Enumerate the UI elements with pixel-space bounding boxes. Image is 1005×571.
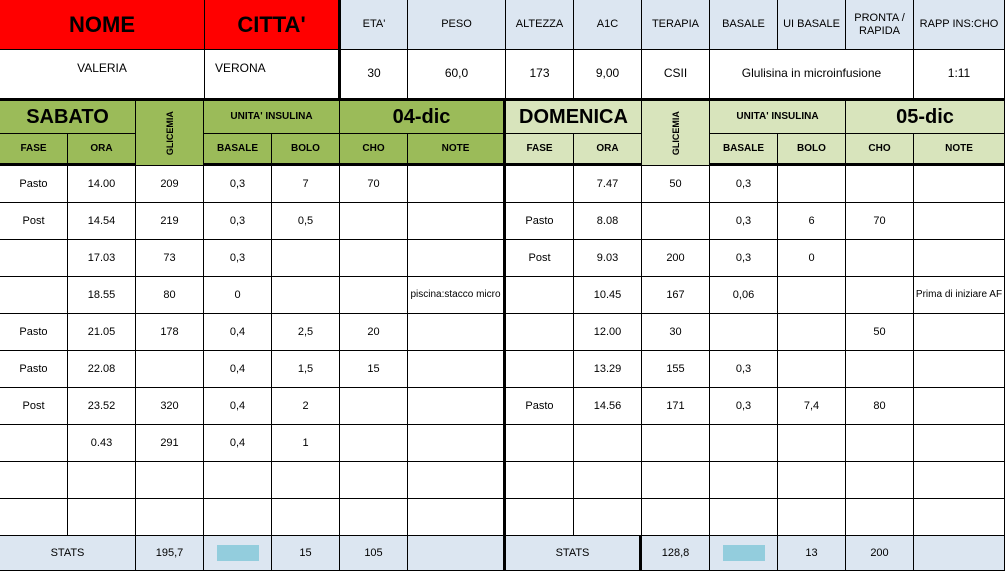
day2-row-9-bolo <box>778 499 846 536</box>
day1-row-3-bas: 0 <box>204 277 272 314</box>
day1-sub-ora: ORA <box>68 134 136 166</box>
day1-stats-cho: 105 <box>340 536 408 571</box>
day2-row-7-bas <box>710 425 778 462</box>
day2-sub-ora: ORA <box>574 134 642 166</box>
basale-value: Glulisina in microinfusione <box>710 50 914 101</box>
day1-row-7-ora: 0.43 <box>68 425 136 462</box>
day2-row-4-fase <box>506 314 574 351</box>
day2-row-6-fase: Pasto <box>506 388 574 425</box>
day2-row-3-fase <box>506 277 574 314</box>
day1-sub-basale: BASALE <box>204 134 272 166</box>
day2-row-8-note <box>914 462 1005 499</box>
day1-row-7-bolo: 1 <box>272 425 340 462</box>
day2-row-6-ora: 14.56 <box>574 388 642 425</box>
day1-row-3-cho <box>340 277 408 314</box>
day1-row-0-gli: 209 <box>136 166 204 203</box>
day2-row-3-bolo <box>778 277 846 314</box>
day1-row-4-gli: 178 <box>136 314 204 351</box>
day1-row-5-gli <box>136 351 204 388</box>
day2-row-7-bolo <box>778 425 846 462</box>
day1-row-6-fase: Post <box>0 388 68 425</box>
day1-row-2-cho <box>340 240 408 277</box>
day1-row-8-bas <box>204 462 272 499</box>
day2-row-3-bas: 0,06 <box>710 277 778 314</box>
day2-row-7-fase <box>506 425 574 462</box>
day1-stats-label: STATS <box>0 536 136 571</box>
day2-row-7-ora <box>574 425 642 462</box>
day2-row-1-note <box>914 203 1005 240</box>
citta-value: VERONA <box>205 50 341 101</box>
day1-stats-note <box>408 536 506 571</box>
day2-unita-insulina: UNITA' INSULINA <box>710 101 846 134</box>
day1-name: SABATO <box>0 101 136 134</box>
day1-row-8-ora <box>68 462 136 499</box>
day2-row-5-gli: 155 <box>642 351 710 388</box>
day2-row-4-bolo <box>778 314 846 351</box>
day2-row-4-note <box>914 314 1005 351</box>
day1-row-6-bolo: 2 <box>272 388 340 425</box>
day2-stats-bolo: 13 <box>778 536 846 571</box>
col-peso: PESO <box>408 0 506 50</box>
day1-row-6-note <box>408 388 506 425</box>
day2-row-7-cho <box>846 425 914 462</box>
day2-row-3-cho <box>846 277 914 314</box>
day2-row-5-note <box>914 351 1005 388</box>
day1-row-9-gli <box>136 499 204 536</box>
a1c-value: 9,00 <box>574 50 642 101</box>
day1-row-4-note <box>408 314 506 351</box>
day1-row-2-fase <box>0 240 68 277</box>
day2-sub-cho: CHO <box>846 134 914 166</box>
day2-row-9-note <box>914 499 1005 536</box>
day1-row-2-bas: 0,3 <box>204 240 272 277</box>
day2-row-0-cho <box>846 166 914 203</box>
day2-row-0-note <box>914 166 1005 203</box>
rapp-value: 1:11 <box>914 50 1005 101</box>
day2-row-6-gli: 171 <box>642 388 710 425</box>
day1-sub-cho: CHO <box>340 134 408 166</box>
day1-row-3-fase <box>0 277 68 314</box>
day2-row-5-bolo <box>778 351 846 388</box>
day2-row-6-cho: 80 <box>846 388 914 425</box>
day2-row-5-bas: 0,3 <box>710 351 778 388</box>
day1-row-2-bolo <box>272 240 340 277</box>
col-altezza: ALTEZZA <box>506 0 574 50</box>
day2-row-8-cho <box>846 462 914 499</box>
day2-row-1-bas: 0,3 <box>710 203 778 240</box>
day1-row-1-fase: Post <box>0 203 68 240</box>
day2-row-4-bas <box>710 314 778 351</box>
day2-row-5-ora: 13.29 <box>574 351 642 388</box>
day2-row-1-bolo: 6 <box>778 203 846 240</box>
day2-row-6-bolo: 7,4 <box>778 388 846 425</box>
day1-date: 04-dic <box>340 101 506 134</box>
day1-row-8-gli <box>136 462 204 499</box>
day1-row-5-ora: 22.08 <box>68 351 136 388</box>
day1-row-6-bas: 0,4 <box>204 388 272 425</box>
day1-row-5-fase: Pasto <box>0 351 68 388</box>
day1-row-2-ora: 17.03 <box>68 240 136 277</box>
day2-row-9-cho <box>846 499 914 536</box>
day2-row-7-gli <box>642 425 710 462</box>
day1-row-6-ora: 23.52 <box>68 388 136 425</box>
day1-row-3-note: piscina:stacco micro <box>408 277 506 314</box>
day1-row-5-bas: 0,4 <box>204 351 272 388</box>
day2-row-4-gli: 30 <box>642 314 710 351</box>
day2-row-9-ora <box>574 499 642 536</box>
day2-row-6-bas: 0,3 <box>710 388 778 425</box>
day1-stats-bolo: 15 <box>272 536 340 571</box>
day1-row-0-cho: 70 <box>340 166 408 203</box>
day2-row-7-note <box>914 425 1005 462</box>
day1-row-9-cho <box>340 499 408 536</box>
day2-row-8-gli <box>642 462 710 499</box>
col-ui-basale: UI BASALE <box>778 0 846 50</box>
nome-label: NOME <box>0 0 205 50</box>
day2-sub-basale: BASALE <box>710 134 778 166</box>
day2-stats-basale-swatch <box>723 545 765 561</box>
day1-row-4-bolo: 2,5 <box>272 314 340 351</box>
day1-row-0-bas: 0,3 <box>204 166 272 203</box>
day2-sub-note: NOTE <box>914 134 1005 166</box>
day1-row-7-gli: 291 <box>136 425 204 462</box>
day1-row-9-bolo <box>272 499 340 536</box>
day1-row-8-cho <box>340 462 408 499</box>
day2-row-8-ora <box>574 462 642 499</box>
terapia-value: CSII <box>642 50 710 101</box>
day2-row-2-bolo: 0 <box>778 240 846 277</box>
eta-value: 30 <box>341 50 408 101</box>
day2-row-9-bas <box>710 499 778 536</box>
nome-value: VALERIA <box>0 50 205 101</box>
day2-row-9-gli <box>642 499 710 536</box>
day2-row-1-gli <box>642 203 710 240</box>
day2-date: 05-dic <box>846 101 1005 134</box>
day1-row-1-gli: 219 <box>136 203 204 240</box>
day2-row-1-cho: 70 <box>846 203 914 240</box>
day2-row-4-ora: 12.00 <box>574 314 642 351</box>
col-terapia: TERAPIA <box>642 0 710 50</box>
day1-stats-basale-swatch <box>217 545 259 561</box>
day2-sub-fase: FASE <box>506 134 574 166</box>
day1-row-4-bas: 0,4 <box>204 314 272 351</box>
day1-row-3-bolo <box>272 277 340 314</box>
day2-row-2-cho <box>846 240 914 277</box>
day1-row-7-fase <box>0 425 68 462</box>
day1-row-0-note <box>408 166 506 203</box>
day2-row-5-cho <box>846 351 914 388</box>
col-a1c: A1C <box>574 0 642 50</box>
day1-row-1-note <box>408 203 506 240</box>
day1-row-1-bolo: 0,5 <box>272 203 340 240</box>
col-rapp-ins-cho: RAPP INS:CHO <box>914 0 1005 50</box>
day2-stats-cho: 200 <box>846 536 914 571</box>
day2-stats-glicemia: 128,8 <box>642 536 710 571</box>
day1-row-0-ora: 14.00 <box>68 166 136 203</box>
day2-row-4-cho: 50 <box>846 314 914 351</box>
day1-row-0-bolo: 7 <box>272 166 340 203</box>
day1-row-2-gli: 73 <box>136 240 204 277</box>
day1-row-4-fase: Pasto <box>0 314 68 351</box>
day2-row-2-note <box>914 240 1005 277</box>
day1-row-3-gli: 80 <box>136 277 204 314</box>
day2-row-3-ora: 10.45 <box>574 277 642 314</box>
day2-row-3-note: Prima di iniziare AF <box>914 277 1005 314</box>
day2-row-0-bolo <box>778 166 846 203</box>
citta-label: CITTA' <box>205 0 341 50</box>
day1-stats-basale <box>204 536 272 571</box>
day2-stats-basale <box>710 536 778 571</box>
day2-name: DOMENICA <box>506 101 642 134</box>
day2-row-0-ora: 7.47 <box>574 166 642 203</box>
day1-row-1-cho <box>340 203 408 240</box>
day1-row-5-bolo: 1,5 <box>272 351 340 388</box>
peso-value: 60,0 <box>408 50 506 101</box>
day2-row-0-fase <box>506 166 574 203</box>
day1-unita-insulina: UNITA' INSULINA <box>204 101 340 134</box>
day1-row-5-cho: 15 <box>340 351 408 388</box>
day1-row-2-note <box>408 240 506 277</box>
day1-row-7-cho <box>340 425 408 462</box>
day1-row-4-ora: 21.05 <box>68 314 136 351</box>
day1-row-8-bolo <box>272 462 340 499</box>
day1-sub-bolo: BOLO <box>272 134 340 166</box>
day1-row-8-note <box>408 462 506 499</box>
day1-row-8-fase <box>0 462 68 499</box>
day1-row-9-bas <box>204 499 272 536</box>
day1-glicemia-header <box>136 101 204 166</box>
day2-row-2-fase: Post <box>506 240 574 277</box>
col-basale: BASALE <box>710 0 778 50</box>
day1-row-4-cho: 20 <box>340 314 408 351</box>
day1-row-9-note <box>408 499 506 536</box>
day1-sub-note: NOTE <box>408 134 506 166</box>
col-pronta-rapida: PRONTA / RAPIDA <box>846 0 914 50</box>
day2-row-0-gli: 50 <box>642 166 710 203</box>
day2-glicemia-header <box>642 101 710 166</box>
day2-row-2-gli: 200 <box>642 240 710 277</box>
day2-stats-note <box>914 536 1005 571</box>
day2-row-8-bolo <box>778 462 846 499</box>
day2-row-1-fase: Pasto <box>506 203 574 240</box>
day1-row-0-fase: Pasto <box>0 166 68 203</box>
day1-row-5-note <box>408 351 506 388</box>
day1-row-6-gli: 320 <box>136 388 204 425</box>
day2-row-2-ora: 9.03 <box>574 240 642 277</box>
day1-row-3-ora: 18.55 <box>68 277 136 314</box>
day1-row-9-ora <box>68 499 136 536</box>
day2-glicemia-label: GLICEMIA <box>670 111 681 155</box>
day1-row-6-cho <box>340 388 408 425</box>
col-eta: ETA' <box>341 0 408 50</box>
day1-glicemia-label: GLICEMIA <box>164 111 175 155</box>
day2-row-1-ora: 8.08 <box>574 203 642 240</box>
day1-stats-glicemia: 195,7 <box>136 536 204 571</box>
day2-row-6-note <box>914 388 1005 425</box>
day1-row-1-bas: 0,3 <box>204 203 272 240</box>
day1-sub-fase: FASE <box>0 134 68 166</box>
day2-row-3-gli: 167 <box>642 277 710 314</box>
day2-row-5-fase <box>506 351 574 388</box>
day2-row-8-bas <box>710 462 778 499</box>
day2-row-9-fase <box>506 499 574 536</box>
day2-row-2-bas: 0,3 <box>710 240 778 277</box>
day2-row-8-fase <box>506 462 574 499</box>
day1-row-9-fase <box>0 499 68 536</box>
altezza-value: 173 <box>506 50 574 101</box>
day1-row-7-bas: 0,4 <box>204 425 272 462</box>
day2-sub-bolo: BOLO <box>778 134 846 166</box>
day1-row-1-ora: 14.54 <box>68 203 136 240</box>
day2-stats-label: STATS <box>506 536 642 571</box>
day1-row-7-note <box>408 425 506 462</box>
day2-row-0-bas: 0,3 <box>710 166 778 203</box>
